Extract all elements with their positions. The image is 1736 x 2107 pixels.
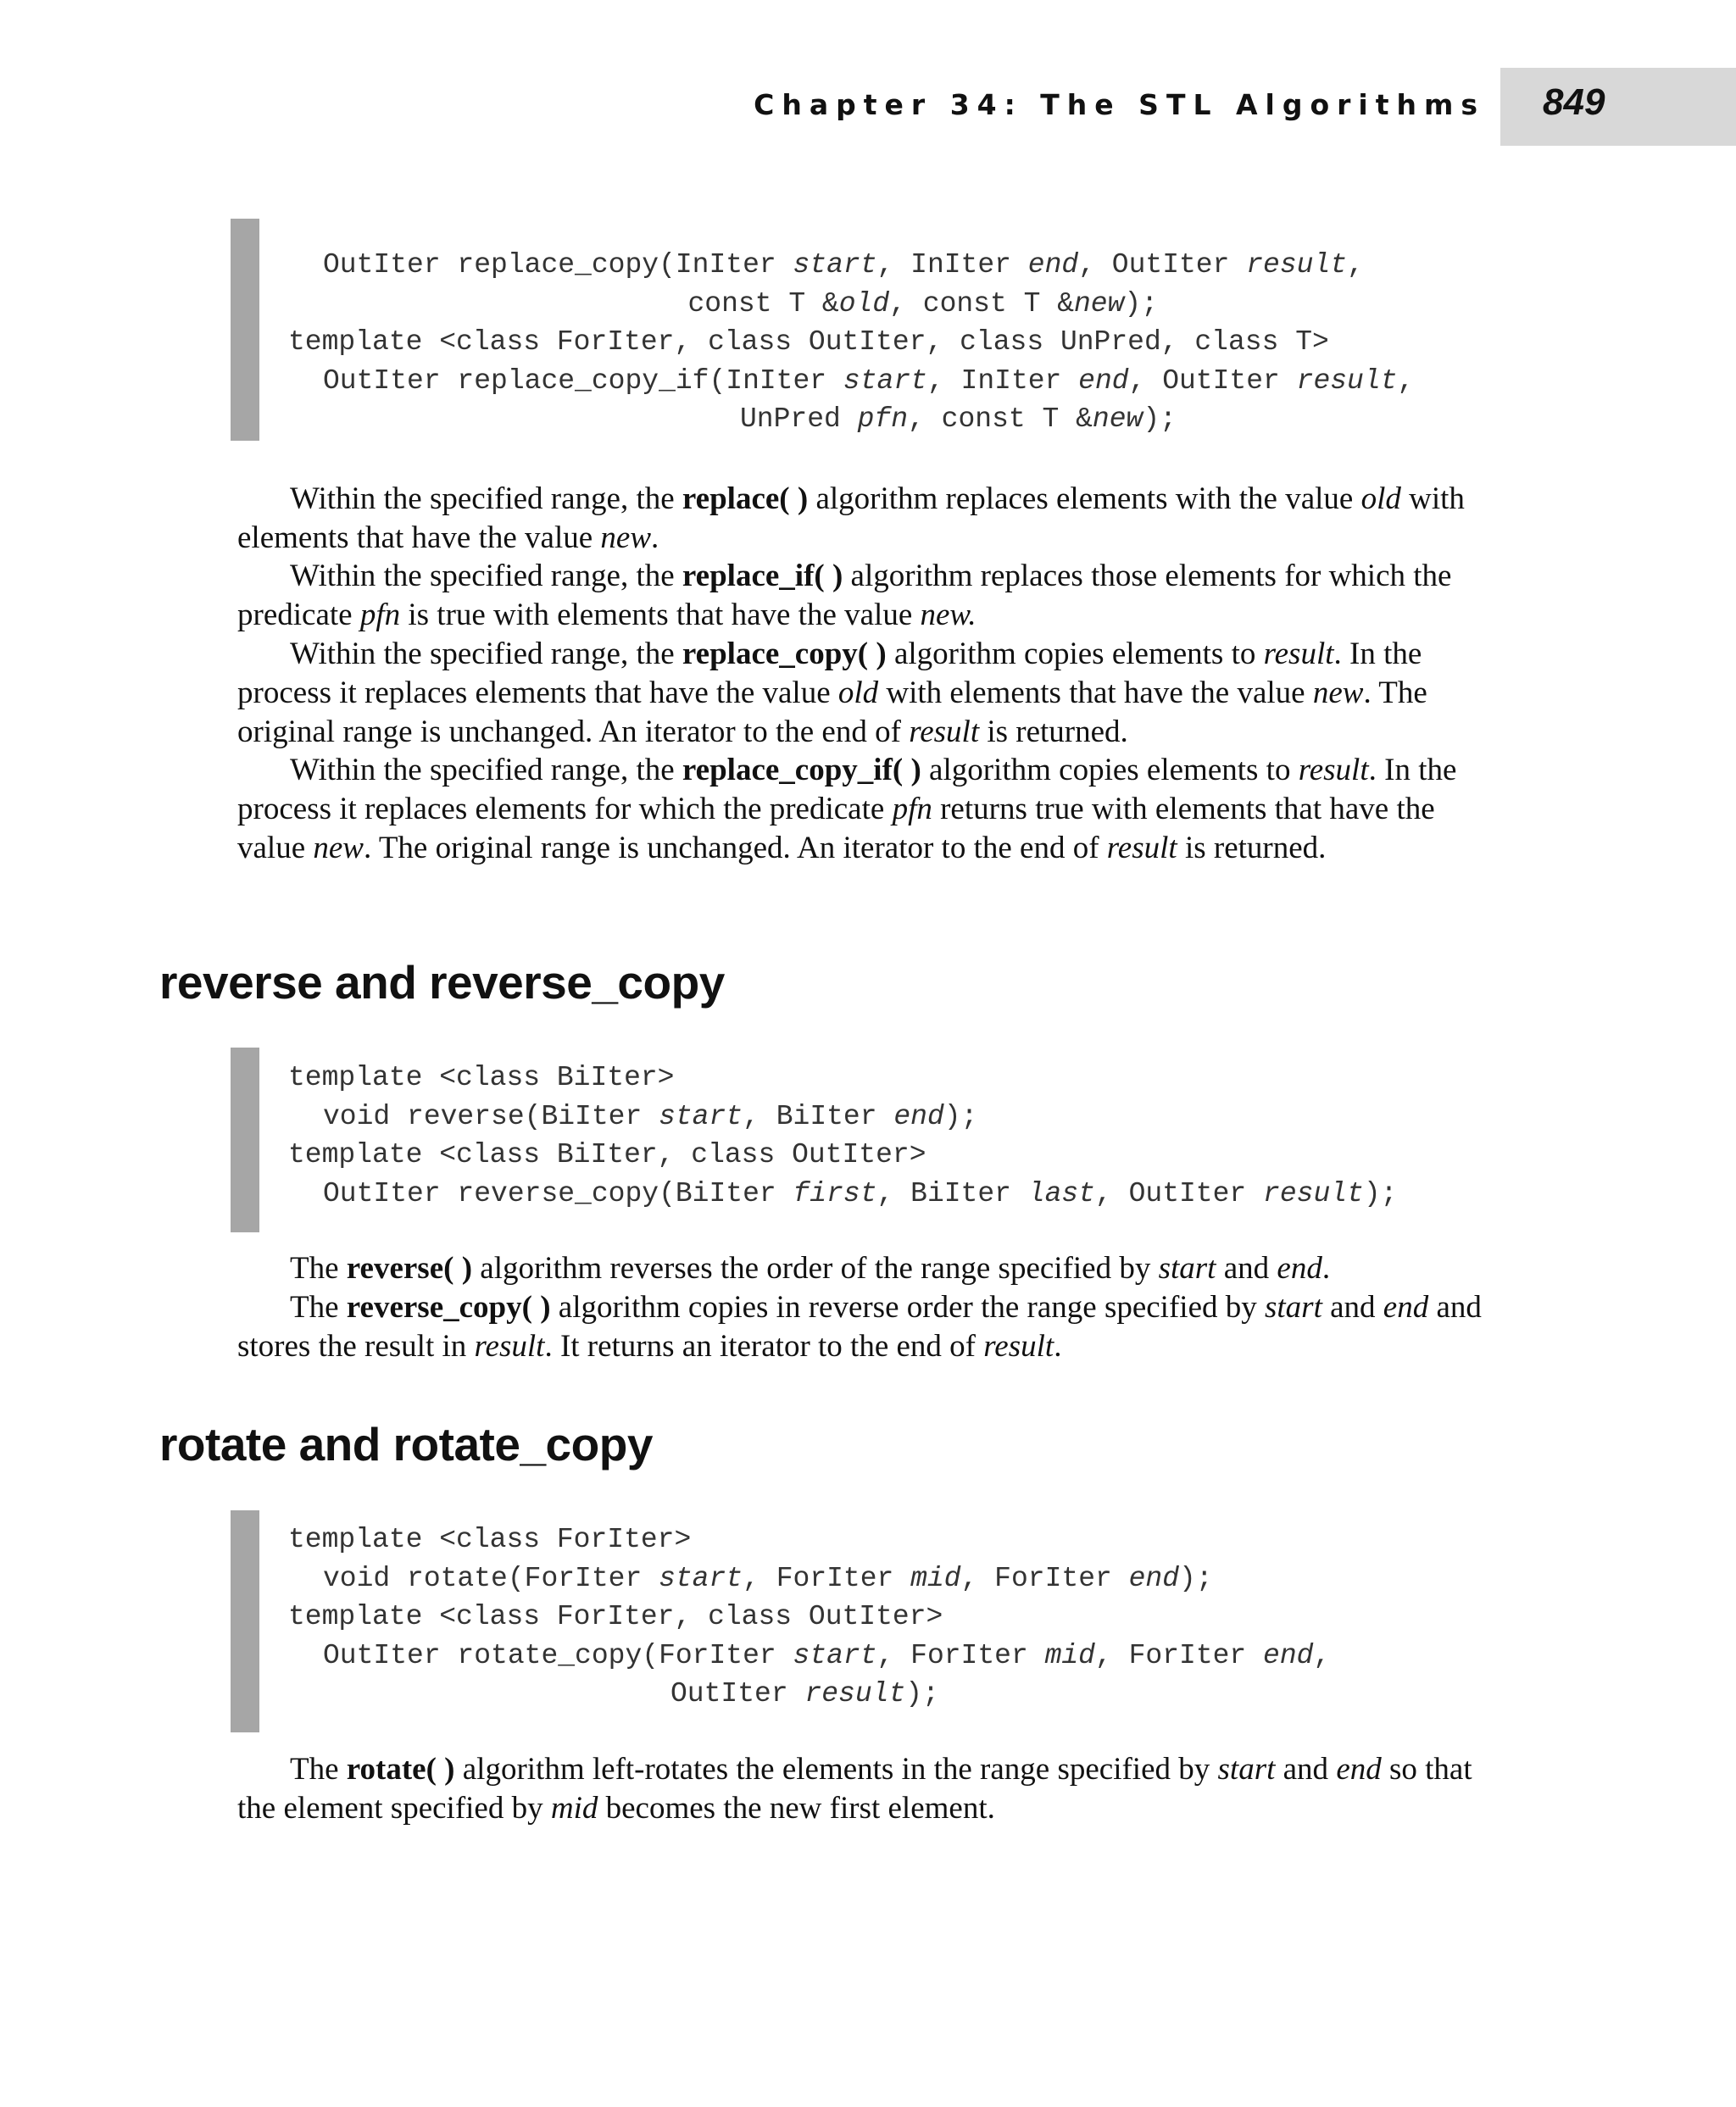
function-name: reverse_copy( ) xyxy=(346,1290,551,1325)
text-run: algorithm copies elements to xyxy=(886,637,1264,671)
text-run: template <class ForIter, class OutIter, class UnPred, class T> xyxy=(288,326,1329,358)
text-run: is returned. xyxy=(1177,831,1327,865)
text-run: UnPred xyxy=(740,403,858,435)
text-run: , xyxy=(1347,249,1364,281)
parameter-name: start xyxy=(843,364,927,397)
parameter-name: new xyxy=(1074,287,1125,320)
text-run: is returned. xyxy=(979,714,1128,749)
code-line xyxy=(323,249,1364,281)
function-name: rotate( ) xyxy=(346,1752,455,1787)
text-run: Within the specified range, the xyxy=(290,559,682,593)
code-line xyxy=(740,403,1177,435)
parameter-name: result xyxy=(1298,753,1369,787)
parameter-name: end xyxy=(1277,1251,1322,1286)
body-paragraph xyxy=(237,1288,1483,1366)
parameter-name: last xyxy=(1027,1177,1095,1209)
text-run: , const T & xyxy=(908,403,1093,435)
section-title-rotate: rotate and rotate_copy xyxy=(159,1418,653,1470)
parameter-name: pfn xyxy=(857,403,909,435)
running-head: Chapter 34: The STL Algorithms xyxy=(754,88,1485,121)
parameter-name: mid xyxy=(550,1791,598,1826)
text-run: . It returns an iterator to the end of xyxy=(544,1329,984,1364)
parameter-name: result xyxy=(1106,831,1177,865)
text-run: . xyxy=(1054,1329,1062,1364)
text-run: with elements that have the value xyxy=(878,675,1313,710)
parameter-name: result xyxy=(1263,637,1334,671)
parameter-name: start xyxy=(1158,1251,1216,1286)
text-run: , OutIter xyxy=(1078,249,1247,281)
paragraph-text xyxy=(237,637,1427,749)
parameter-name: old xyxy=(1360,481,1401,516)
parameter-name: result xyxy=(1296,364,1398,397)
code-line xyxy=(323,1640,1330,1671)
paragraph-text xyxy=(237,753,1456,865)
text-run: The xyxy=(290,1251,347,1286)
text-run: , ForIter xyxy=(876,1639,1045,1671)
text-run: Within the specified range, the xyxy=(290,753,682,787)
text-run: , InIter xyxy=(876,249,1028,281)
parameter-name: mid xyxy=(910,1562,961,1594)
text-run: , OutIter xyxy=(1094,1177,1264,1209)
parameter-name: result xyxy=(1263,1177,1364,1209)
text-run: ); xyxy=(1179,1562,1213,1594)
body-paragraph xyxy=(237,557,1483,635)
code-line xyxy=(670,1678,939,1710)
text-run: algorithm reverses the order of the range specified by xyxy=(472,1251,1159,1286)
text-run: algorithm replaces elements with the value xyxy=(808,481,1361,516)
text-run: , ForIter xyxy=(960,1562,1129,1594)
text-run: OutIter replace_copy(InIter xyxy=(323,249,793,281)
parameter-name: start xyxy=(659,1100,743,1132)
parameter-name: start xyxy=(1217,1752,1276,1787)
text-run: , xyxy=(1397,364,1415,397)
text-run: and xyxy=(1321,1290,1383,1325)
body-paragraph xyxy=(237,751,1483,868)
code-line xyxy=(288,1139,926,1170)
code-line xyxy=(688,288,1159,320)
parameter-name: pfn xyxy=(892,792,932,826)
parameter-name: new xyxy=(1092,403,1143,435)
parameter-name: new. xyxy=(920,598,976,632)
text-run: The xyxy=(290,1290,347,1325)
parameter-name: end xyxy=(1128,1562,1180,1594)
text-run: ); xyxy=(905,1678,939,1710)
text-run: OutIter reverse_copy(BiIter xyxy=(323,1177,793,1209)
parameter-name: old xyxy=(838,287,890,320)
code-line xyxy=(323,365,1414,397)
parameter-name: result xyxy=(804,1678,906,1710)
paragraph-text xyxy=(237,559,1451,632)
text-run: . xyxy=(1321,1251,1331,1286)
text-run: The xyxy=(290,1752,347,1787)
parameter-name: mid xyxy=(1044,1639,1095,1671)
text-run: and xyxy=(1216,1251,1277,1286)
function-name: replace( ) xyxy=(682,481,809,516)
parameter-name: old xyxy=(837,675,879,710)
code-line xyxy=(288,1524,691,1555)
parameter-name: result xyxy=(909,714,980,749)
code-line xyxy=(323,1101,977,1132)
body-paragraph xyxy=(237,635,1483,752)
section-title-reverse: reverse and reverse_copy xyxy=(159,956,725,1009)
code-block-bar xyxy=(231,1510,259,1732)
text-run: , InIter xyxy=(926,364,1079,397)
page-number: 849 xyxy=(1543,81,1605,123)
text-run: Within the specified range, the xyxy=(290,481,682,516)
text-run: OutIter xyxy=(670,1678,805,1710)
parameter-name: new xyxy=(600,520,652,555)
function-name: reverse( ) xyxy=(346,1251,473,1286)
paragraph-text xyxy=(237,1290,1482,1364)
text-run: so that the element specified by xyxy=(237,1752,1472,1826)
body-paragraph xyxy=(237,1750,1483,1828)
text-run: algorithm copies in reverse order the range specified by xyxy=(550,1290,1265,1325)
parameter-name: end xyxy=(1383,1290,1429,1325)
text-run: returns true with elements that have the value xyxy=(237,792,1435,865)
text-run: template <class ForIter, class OutIter> xyxy=(288,1601,943,1632)
text-run: , ForIter xyxy=(743,1562,911,1594)
text-run: algorithm copies elements to xyxy=(921,753,1299,787)
page-number-tab xyxy=(1500,68,1736,146)
parameter-name: end xyxy=(1078,364,1129,397)
text-run: , const T & xyxy=(889,287,1074,320)
code-line xyxy=(323,1178,1397,1209)
text-run: . The original range is unchanged. An iterator to the end of xyxy=(363,831,1107,865)
text-run: , OutIter xyxy=(1128,364,1297,397)
function-name: replace_copy_if( ) xyxy=(682,753,921,787)
code-line xyxy=(323,1563,1213,1594)
text-run: with elements that have the value xyxy=(237,481,1465,555)
text-run: ); xyxy=(1143,403,1177,435)
text-run: Within the specified range, the xyxy=(290,637,682,671)
parameter-name: end xyxy=(1027,249,1079,281)
paragraph-text xyxy=(237,1251,1330,1286)
parameter-name: start xyxy=(793,249,877,281)
parameter-name: new xyxy=(1312,675,1364,710)
text-run: const T & xyxy=(687,287,839,320)
text-run: void rotate(ForIter xyxy=(323,1562,659,1594)
parameter-name: start xyxy=(793,1639,877,1671)
text-run: and stores the result in xyxy=(237,1290,1482,1364)
parameter-name: result xyxy=(1246,249,1348,281)
function-name: replace_if( ) xyxy=(682,559,843,593)
body-paragraph xyxy=(237,480,1483,558)
code-line xyxy=(288,326,1329,358)
parameter-name: start xyxy=(659,1562,743,1594)
text-run: void reverse(BiIter xyxy=(323,1100,659,1132)
text-run: . xyxy=(651,520,659,555)
text-run: template <class BiIter> xyxy=(288,1062,675,1093)
code-block-bar xyxy=(231,1048,259,1232)
paragraph-text xyxy=(237,1752,1472,1826)
parameter-name: result xyxy=(474,1329,545,1364)
text-run: and xyxy=(1275,1752,1337,1787)
parameter-name: end xyxy=(893,1100,944,1132)
text-run: , BiIter xyxy=(876,1177,1028,1209)
text-run: becomes the new first element. xyxy=(598,1791,995,1826)
text-run: is true with elements that have the value xyxy=(400,598,921,632)
text-run: . In the process it replaces elements that have the value xyxy=(237,637,1422,710)
text-run: , ForIter xyxy=(1095,1639,1264,1671)
text-run: ); xyxy=(943,1100,978,1132)
code-line xyxy=(288,1601,943,1632)
code-block-bar xyxy=(231,219,259,441)
text-run: OutIter rotate_copy(ForIter xyxy=(323,1639,793,1671)
parameter-name: result xyxy=(983,1329,1054,1364)
parameter-name: first xyxy=(793,1177,877,1209)
parameter-name: new xyxy=(313,831,364,865)
function-name: replace_copy( ) xyxy=(682,637,887,671)
body-paragraph xyxy=(237,1249,1483,1288)
text-run: algorithm left-rotates the elements in the range specified by xyxy=(454,1752,1218,1787)
paragraph-text xyxy=(237,481,1465,555)
text-run: ); xyxy=(1363,1177,1398,1209)
text-run: , xyxy=(1313,1639,1331,1671)
parameter-name: end xyxy=(1336,1752,1382,1787)
text-run: ); xyxy=(1124,287,1159,320)
text-run: OutIter replace_copy_if(InIter xyxy=(323,364,843,397)
parameter-name: pfn xyxy=(359,598,401,632)
text-run: template <class BiIter, class OutIter> xyxy=(288,1139,926,1170)
text-run: , BiIter xyxy=(743,1100,894,1132)
parameter-name: start xyxy=(1265,1290,1322,1325)
code-line xyxy=(288,1062,674,1093)
parameter-name: end xyxy=(1263,1639,1314,1671)
text-run: . In the process it replaces elements for which the predicate xyxy=(237,753,1457,826)
text-run: . The original range is unchanged. An iterator to the end of xyxy=(237,675,1427,749)
text-run: template <class ForIter> xyxy=(288,1524,692,1555)
text-run: algorithm replaces those elements for which the predicate xyxy=(237,559,1452,632)
